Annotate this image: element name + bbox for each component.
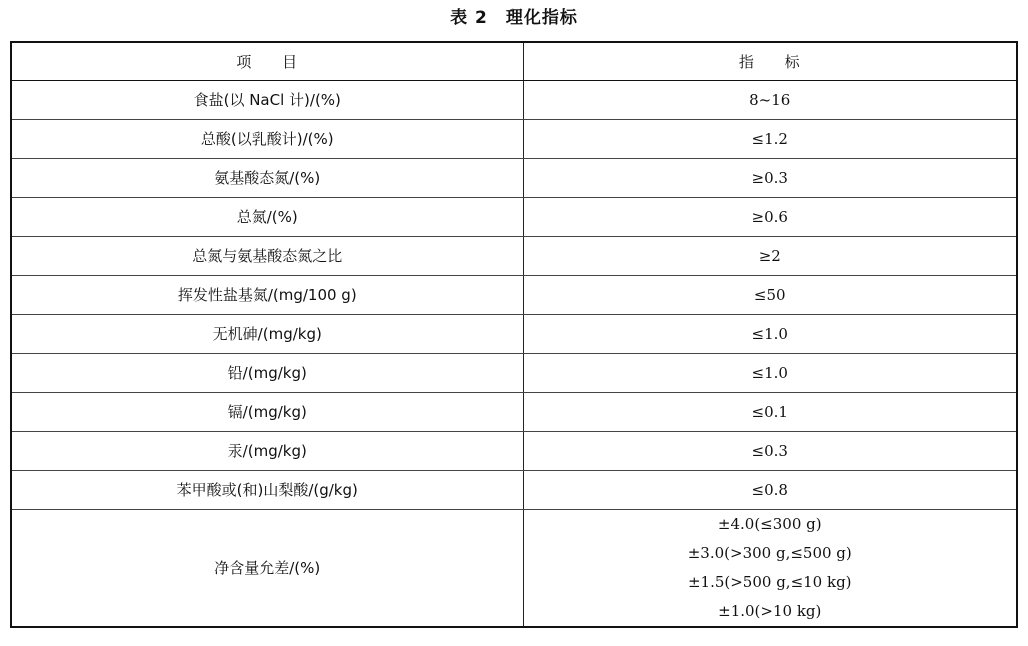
table-row xyxy=(11,276,1017,315)
tolerance-line: ±4.0(≤300 g) xyxy=(717,515,822,533)
table-title: 理化指标 xyxy=(505,8,578,28)
indicator-cell: ≤1.0 xyxy=(523,354,1017,393)
table-caption xyxy=(0,6,1028,30)
net-content-item-cell: 净含量允差/(%) xyxy=(11,510,523,628)
tolerance-line: ±1.5(>500 g,≤10 kg) xyxy=(687,573,852,591)
table-row xyxy=(11,393,1017,432)
table-header-row xyxy=(11,42,1017,81)
tolerance-line: ±1.0(>10 kg) xyxy=(718,602,822,620)
table-row xyxy=(11,159,1017,198)
indicator-cell: ≤0.8 xyxy=(523,471,1017,510)
item-cell: 苯甲酸或(和)山梨酸/(g/kg) xyxy=(11,471,523,510)
table-row xyxy=(11,432,1017,471)
table-row xyxy=(11,237,1017,276)
indicator-cell: ≤50 xyxy=(523,276,1017,315)
table-number: 表 2 xyxy=(450,8,488,28)
header-item: 项 目 xyxy=(11,42,523,81)
item-cell: 总氮/(%) xyxy=(11,198,523,237)
tolerance-line: ±3.0(>300 g,≤500 g) xyxy=(687,544,852,562)
table-row xyxy=(11,120,1017,159)
table-row xyxy=(11,354,1017,393)
net-content-indicator-cell xyxy=(523,510,1017,628)
table-row xyxy=(11,81,1017,120)
item-cell: 汞/(mg/kg) xyxy=(11,432,523,471)
header-indicator: 指 标 xyxy=(523,42,1017,81)
item-cell: 挥发性盐基氮/(mg/100 g) xyxy=(11,276,523,315)
indicator-cell: ≤1.0 xyxy=(523,315,1017,354)
item-cell: 铅/(mg/kg) xyxy=(11,354,523,393)
indicator-cell: ≤1.2 xyxy=(523,120,1017,159)
item-cell: 镉/(mg/kg) xyxy=(11,393,523,432)
indicator-cell: ≤0.1 xyxy=(523,393,1017,432)
indicator-cell: ≥0.6 xyxy=(523,198,1017,237)
table-row xyxy=(11,198,1017,237)
table-row xyxy=(11,315,1017,354)
indicator-cell: 8~16 xyxy=(523,81,1017,120)
indicator-cell: ≥0.3 xyxy=(523,159,1017,198)
item-cell: 无机砷/(mg/kg) xyxy=(11,315,523,354)
indicator-cell: ≥2 xyxy=(523,237,1017,276)
item-cell: 总酸(以乳酸计)/(%) xyxy=(11,120,523,159)
item-cell: 氨基酸态氮/(%) xyxy=(11,159,523,198)
item-cell: 总氮与氨基酸态氮之比 xyxy=(11,237,523,276)
item-cell: 食盐(以 NaCl 计)/(%) xyxy=(11,81,523,120)
physicochemical-indicators-table xyxy=(10,41,1018,628)
indicator-cell: ≤0.3 xyxy=(523,432,1017,471)
table-row xyxy=(11,471,1017,510)
net-content-row xyxy=(11,510,1017,628)
